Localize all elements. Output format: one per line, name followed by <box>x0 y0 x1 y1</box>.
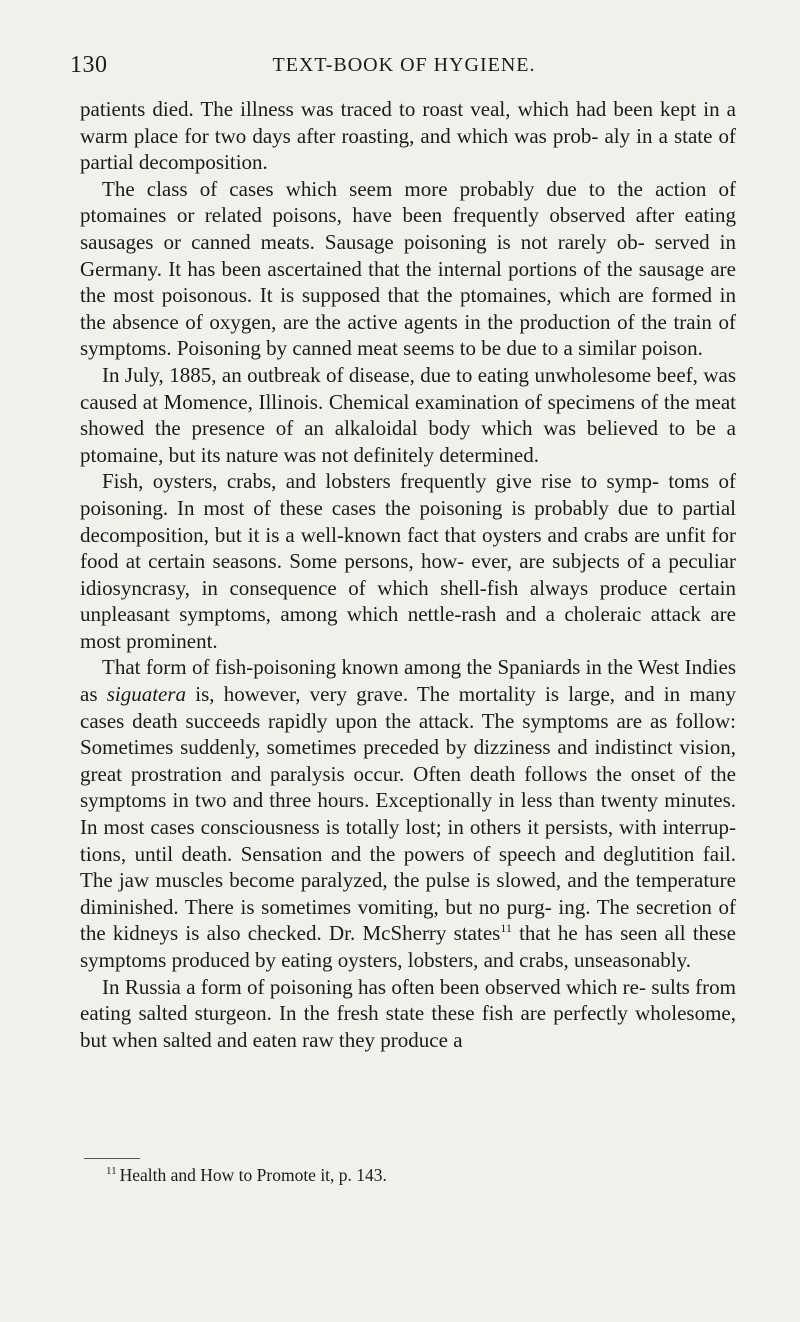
footnote-reference: 11 <box>500 921 512 936</box>
footnote-text: Health and How to Promote it, p. 143. <box>119 1164 387 1185</box>
footnote <box>106 1160 387 1186</box>
paragraph-5-text-b: is, however, very grave. The mortality is large, and in many cases death succeeds rapidly upon the attack. The symptoms are as follow: Sometimes suddenly, sometimes preceded by dizziness and indistinct vision, great prostration and paralysis occur. Often death follows the onset of the symptoms in two and three hours. Exceptionally in less than twenty minutes. In most cases consciousness is totally lost; in others it persists, with interrup- tions, until death. Sensation and the powers of speech and deglutition fail. The jaw muscles become paralyzed, the pulse is slowed, and the temperature diminished. There is sometimes vomiting, but no purg- ing. The secretion of the kidneys is also checked. Dr. McSherry states <box>80 682 737 946</box>
paragraph-5-text-c: that he has seen all these symptoms produced by eating oysters, lobsters, and crabs, unseasonably. <box>80 921 736 972</box>
paragraph-5-text-a: That form of fish-poisoning known among the Spaniards in the West Indies as <box>80 655 736 707</box>
running-title: TEXT-BOOK OF HYGIENE. <box>272 54 536 76</box>
paragraph-2: The class of cases which seem more probably due to the action of ptomaines or related poisons, have been frequently observed after eating sausages or canned meats. Sausage poisoning is not rarely ob- served in Germany. It has been ascertained that the internal portions of the sausage are the most poisonous. It is supposed that the ptomaines, which are formed in the absence of oxygen, are the active agents in the production of the train of symptoms. Poisoning by canned meat seems to be due to a similar poison. <box>80 176 736 361</box>
page-header <box>70 52 730 86</box>
paragraph-5 <box>80 654 736 973</box>
paragraph-6: In Russia a form of poisoning has often been observed which re- sults from eating salted sturgeon. In the fresh state these fish are perfectly wholesome, but when salted and eaten raw they produce a <box>80 974 736 1052</box>
siguatera-term: siguatera <box>106 682 187 707</box>
paragraph-3: In July, 1885, an outbreak of disease, due to eating unwholesome beef, was caused at Momence, Illinois. Chemical examination of specimens of the meat showed the presence of an alkaloidal body which was believed to be a ptomaine, but its nature was not definitely determined. <box>80 362 736 467</box>
body-text <box>80 96 736 1053</box>
page-number: 130 <box>70 52 108 78</box>
paragraph-1: patients died. The illness was traced to roast veal, which had been kept in a warm place for two days after roasting, and which was prob- aly in a state of partial decomposition. <box>80 97 736 175</box>
paragraph-4: Fish, oysters, crabs, and lobsters frequently give rise to symp- toms of poisoning. In most of these cases the poisoning is probably due to partial decomposition, but it is a well-known fact that oysters and crabs are unfit for food at certain seasons. Some persons, how- ever, are subjects of a peculiar idiosyncrasy, in consequence of which shell-fish always produce certain unpleasant symptoms, among which nettle-rash and a choleraic attack are most prominent. <box>80 469 736 653</box>
footnote-rule <box>84 1158 140 1159</box>
footnote-mark: 11 <box>106 1165 117 1177</box>
